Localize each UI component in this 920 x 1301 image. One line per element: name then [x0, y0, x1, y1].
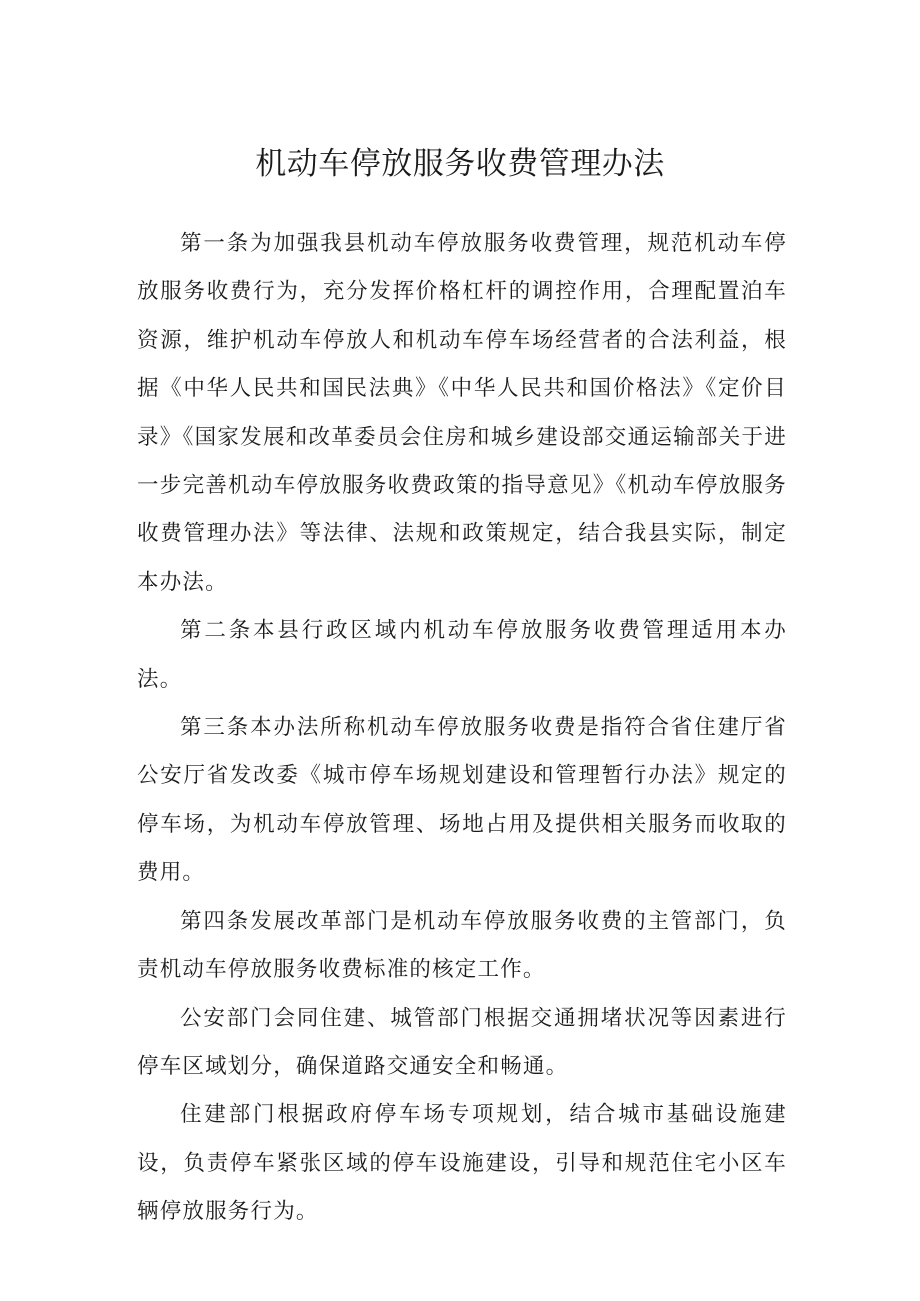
article-3-paragraph: 第三条本办法所称机动车停放服务收费是指符合省住建厅省公安厅省发改委《城市停车场规划建设和管理暂行办法》规定的停车场，为机动车停放管理、场地占用及提供相关服务而收取的费用。 [137, 715, 787, 886]
document-body [137, 220, 787, 1237]
article-4-paragraph: 第四条发展改革部门是机动车停放服务收费的主管部门，负责机动车停放服务收费标准的核定工作。 [137, 908, 787, 983]
public-security-paragraph: 公安部门会同住建、城管部门根据交通拥堵状况等因素进行停车区域划分，确保道路交通安全和畅通。 [137, 1005, 787, 1079]
article-1-paragraph: 第一条为加强我县机动车停放服务收费管理，规范机动车停放服务收费行为，充分发挥价格杠杆的调控作用，合理配置泊车资源，维护机动车停放人和机动车停车场经营者的合法利益，根据《中华人民共和国民法典》《中华人民共和国价格法》《定价目录》《国家发展和改革委员会住房和城乡建设部交通运输部关于进一步完善机动车停放服务收费政策的指导意见》《机动车停放服务收费管理办法》等法律、法规和政策规定，结合我县实际，制定本办法。 [137, 231, 787, 595]
housing-construction-paragraph: 住建部门根据政府停车场专项规划，结合城市基础设施建设，负责停车紧张区域的停车设施建设，引导和规范住宅小区车辆停放服务行为。 [137, 1102, 787, 1225]
article-2-paragraph: 第二条本县行政区域内机动车停放服务收费管理适用本办法。 [137, 618, 787, 692]
document-title: 机动车停放服务收费管理办法 [255, 146, 665, 182]
